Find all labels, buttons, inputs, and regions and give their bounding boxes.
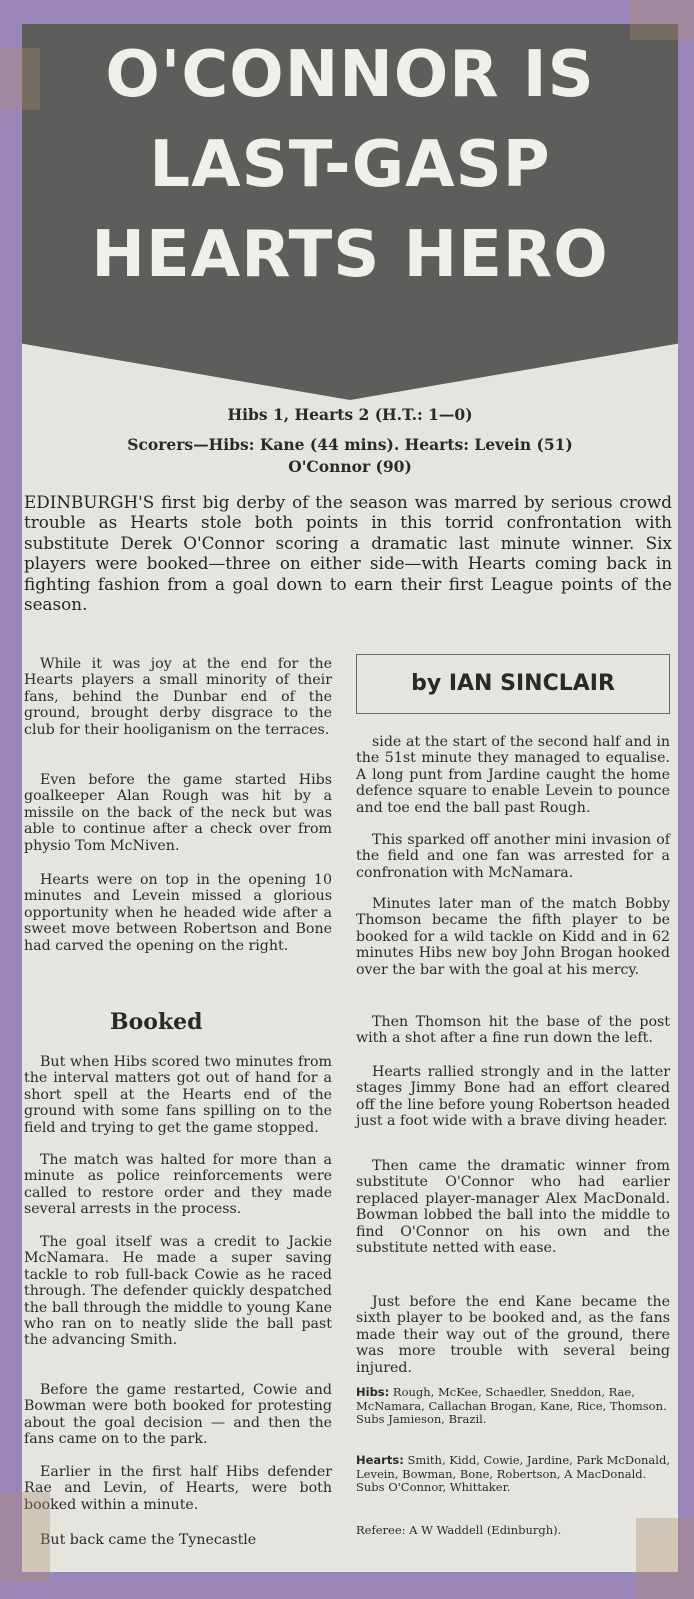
headline-line-1: O'CONNOR IS — [105, 38, 595, 112]
referee-line: Referee: A W Waddell (Edinburgh). — [356, 1523, 562, 1537]
left-paragraph-9: But back came the Tynecastle — [40, 1532, 257, 1548]
left-paragraph-5: The match was halted for more than a minute as police reinforcements were called to restore order and they made several arrests in the process. — [24, 1152, 332, 1218]
right-paragraph-6: Then came the dramatic winner from substitute O'Connor who had earlier replaced player-manager Alex MacDonald. Bowman lobbed the ball into the middle to find O'Connor on his own and the substitute netted with ease. — [356, 1158, 670, 1257]
left-paragraph-1: While it was joy at the end for the Hearts players a small minority of their fans, behind the Dunbar end of the ground, brought derby disgrace to the club for their hooliganism on the terraces. — [24, 656, 332, 738]
right-paragraph-3: Minutes later man of the match Bobby Thomson became the fifth player to be booked for a wild tackle on Kidd and in 62 minutes Hibs new boy John Brogan hooked over the bar with the goal at his mercy. — [356, 896, 670, 978]
hibs-lineup — [356, 1386, 670, 1427]
byline: by IAN SINCLAIR — [356, 654, 670, 714]
hearts-lineup — [356, 1454, 670, 1495]
left-paragraph-8: Earlier in the first half Hibs defender Rae and Levin, of Hearts, were both booked within a minute. — [24, 1464, 332, 1513]
tape-top-right — [630, 0, 694, 40]
tape-bottom-left — [0, 1492, 50, 1582]
tape-top-left — [0, 48, 40, 110]
left-paragraph-7: Before the game restarted, Cowie and Bowman were both booked for protesting about the goal decision — and then the fans came on to the park. — [24, 1382, 332, 1448]
headline-line-3: HEARTS HERO — [91, 218, 609, 292]
left-paragraph-2: Even before the game started Hibs goalkeeper Alan Rough was hit by a missile on the back of the neck but was able to continue after a check over from physio Tom McNiven. — [24, 772, 332, 854]
hibs-label: Hibs: — [356, 1385, 390, 1399]
hearts-label: Hearts: — [356, 1453, 404, 1467]
intro-paragraph: EDINBURGH'S first big derby of the season was marred by serious crowd trouble as Hearts stole both points in this torrid confrontation with substitute Derek O'Connor scoring a dramatic last minute winner. Six players were booked—three on either side—with Hearts coming back in fighting fashion from a goal down to earn their first League points of the season. — [24, 492, 672, 615]
subheading-booked: Booked — [110, 1009, 203, 1035]
tape-bottom-right — [636, 1518, 694, 1599]
right-paragraph-5: Hearts rallied strongly and in the latter stages Jimmy Bone had an effort cleared off the line before young Robertson headed just a foot wide with a brave diving header. — [356, 1064, 670, 1130]
right-paragraph-2: This sparked off another mini invasion of the field and one fan was arrested for a confronation with McNamara. — [356, 832, 670, 881]
left-paragraph-6: The goal itself was a credit to Jackie McNamara. He made a super saving tackle to rob full-back Cowie as he raced through. The defender quickly despatched the ball through the middle to young Kane who ran on to neatly slide the ball past the advancing Smith. — [24, 1234, 332, 1349]
hibs-players: Rough, McKee, Schaedler, Sneddon, Rae, McNamara, Callachan Brogan, Kane, Rice, Thomson. Subs Jamieson, Brazil. — [356, 1385, 667, 1427]
right-paragraph-4: Then Thomson hit the base of the post with a shot after a fine run down the left. — [356, 1014, 670, 1047]
scorers-line-2: O'Connor (90) — [288, 457, 412, 476]
hearts-players: Smith, Kidd, Cowie, Jardine, Park McDonald, Levein, Bowman, Bone, Robertson, A MacDonald. Subs O'Connor, Whittaker. — [356, 1453, 670, 1495]
headline-line-2: LAST-GASP — [149, 128, 551, 202]
right-paragraph-1: side at the start of the second half and in the 51st minute they managed to equalise. A long punt from Jardine caught the home defence square to enable Levein to pounce and toe end the ball past Rough. — [356, 734, 670, 816]
newspaper-clipping — [22, 24, 678, 1572]
scorers-line-1: Scorers—Hibs: Kane (44 mins). Hearts: Levein (51) — [127, 435, 573, 454]
left-paragraph-3: Hearts were on top in the opening 10 minutes and Levein missed a glorious opportunity when he headed wide after a sweet move between Robertson and Bone had carved the opening on the right. — [24, 872, 332, 954]
left-paragraph-4: But when Hibs scored two minutes from the interval matters got out of hand for a short spell at the Hearts end of the ground with some fans spilling on to the field and trying to get the game stopped. — [24, 1054, 332, 1136]
match-result: Hibs 1, Hearts 2 (H.T.: 1—0) — [227, 405, 473, 424]
right-paragraph-7: Just before the end Kane became the sixth player to be booked and, as the fans made their way out of the ground, there was more trouble with several being injured. — [356, 1294, 670, 1376]
